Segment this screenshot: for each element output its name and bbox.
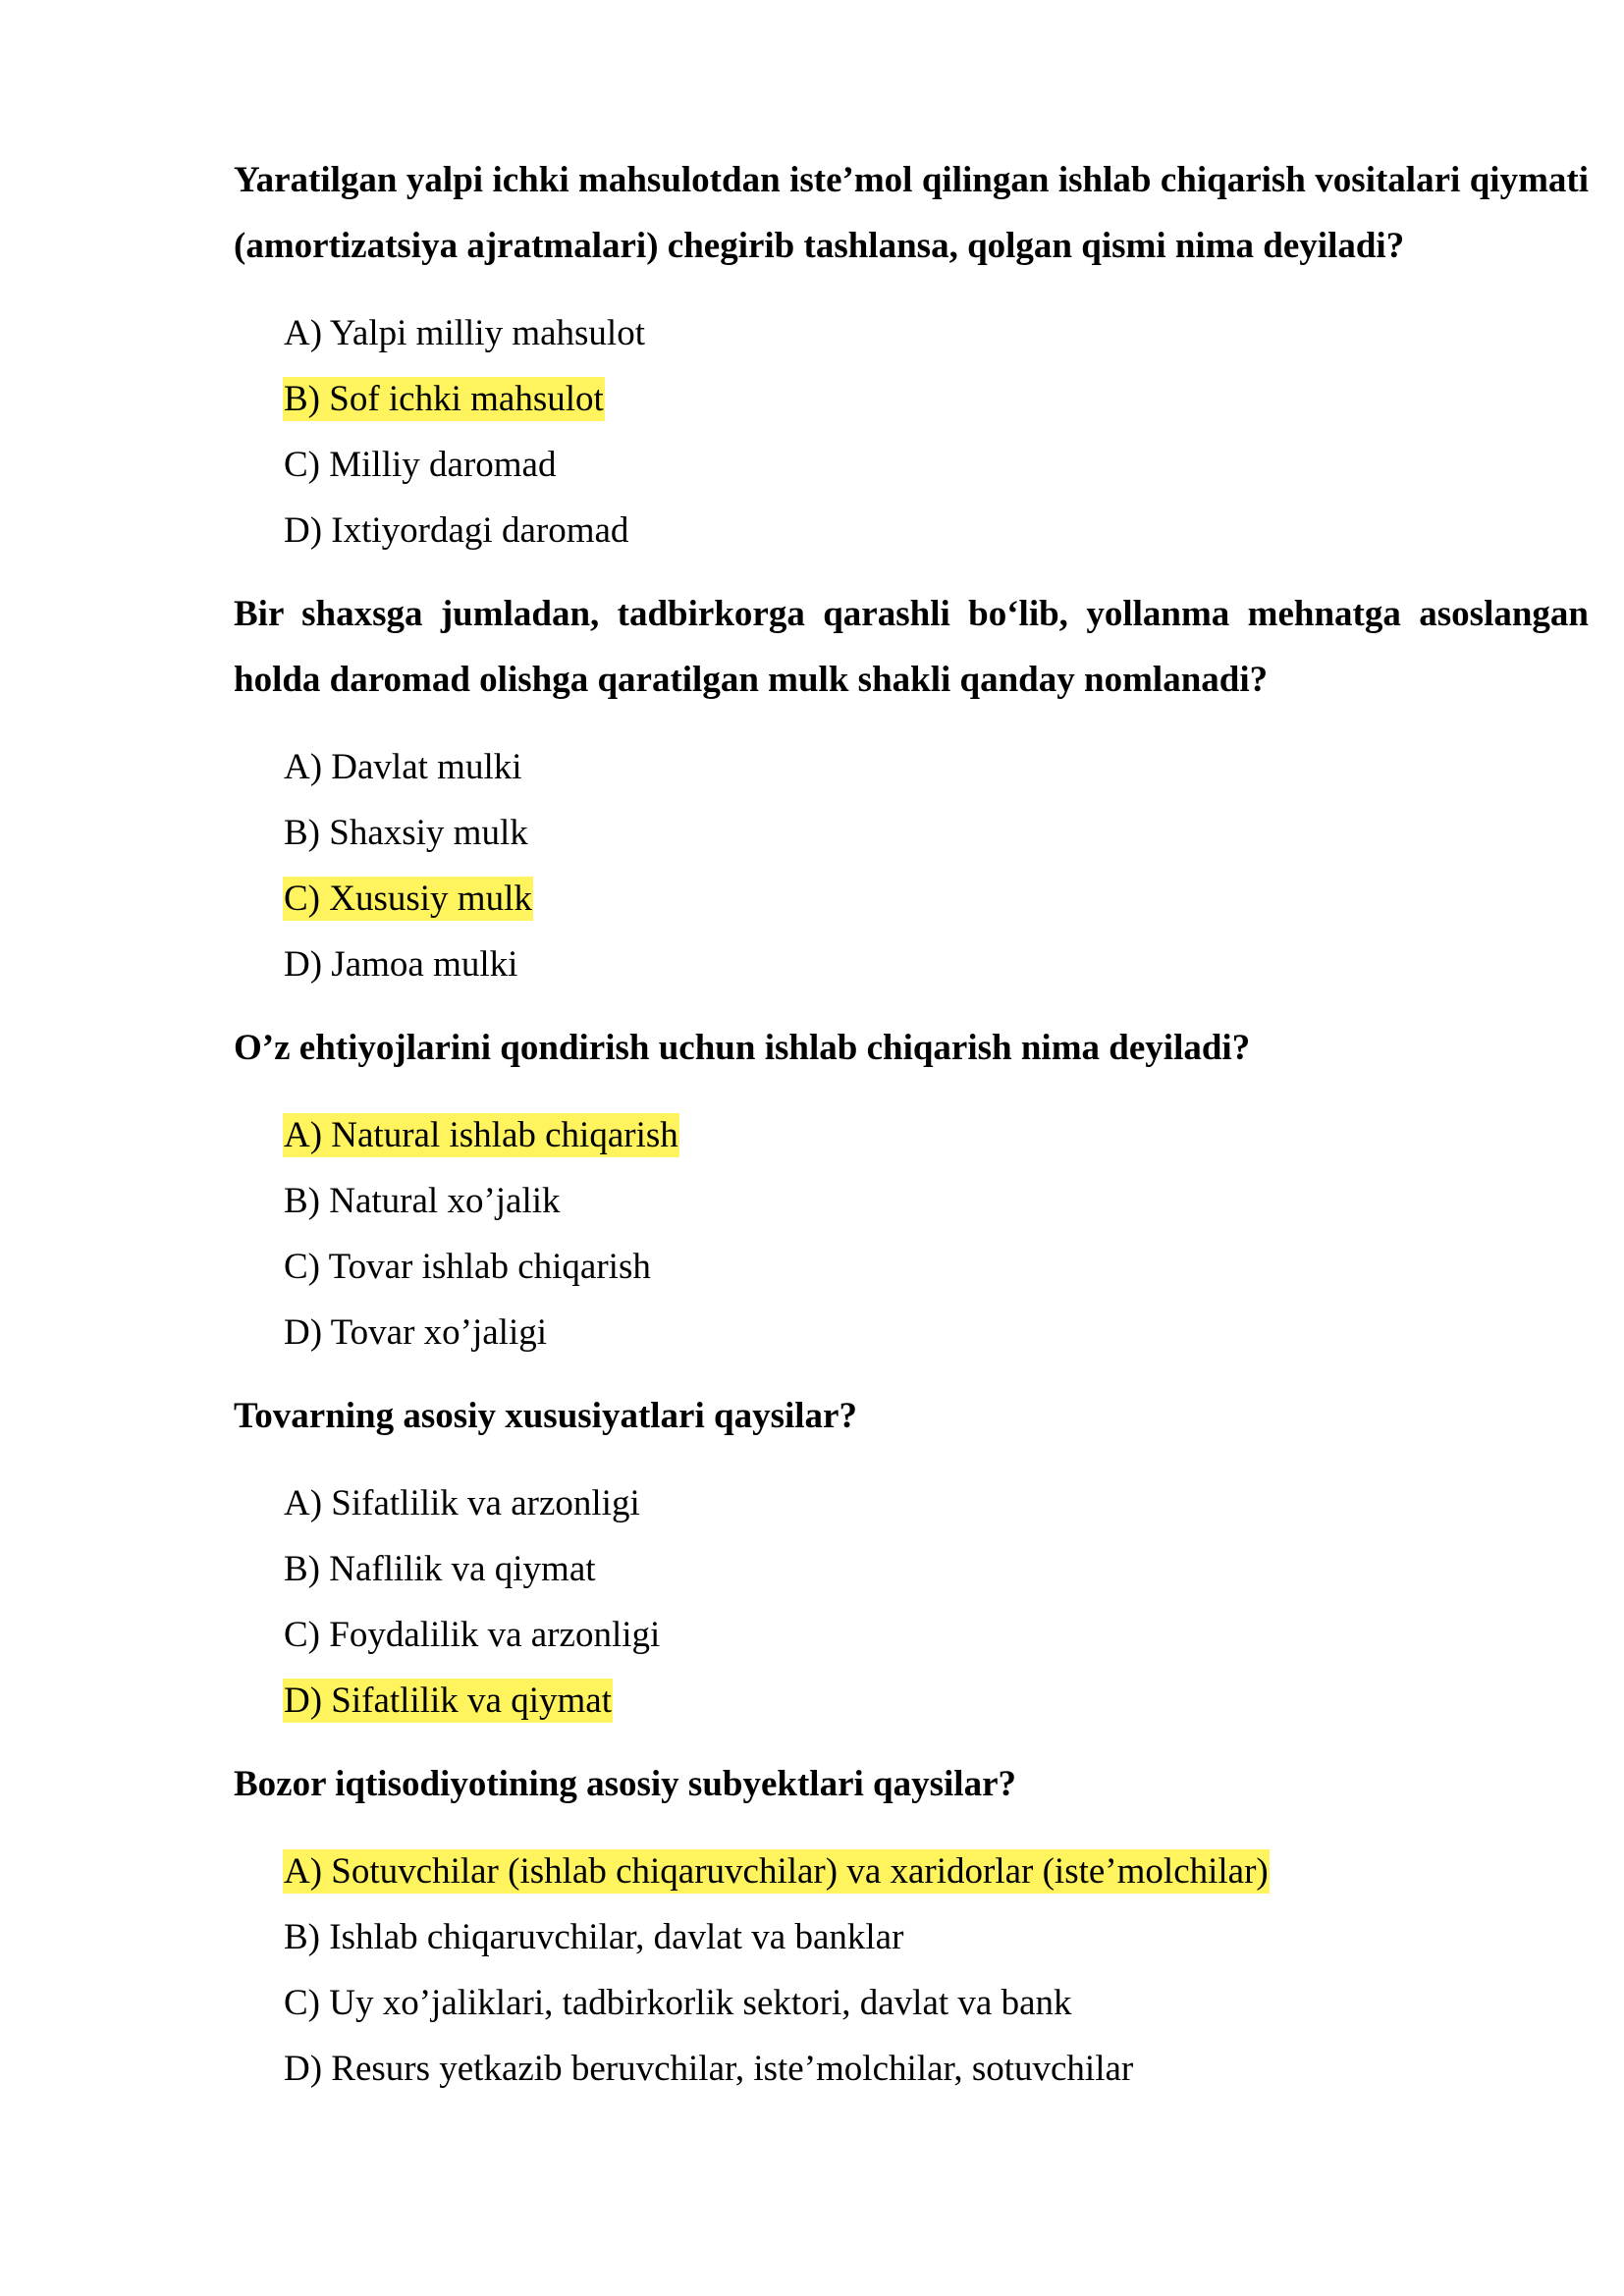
answer-option-b: B) Shaxsiy mulk <box>284 813 528 853</box>
answer-option-b: B) Naflilik va qiymat <box>284 1549 596 1589</box>
question-block-2 <box>234 581 1589 997</box>
answer-option-d: D) Ixtiyordagi daromad <box>284 510 629 551</box>
answer-option-d-correct: D) Sifatlilik va qiymat <box>284 1681 612 1721</box>
answer-option-c: C) Uy xo’jaliklari, tadbirkorlik sektori, davlat va bank <box>284 1983 1072 2023</box>
question-text: O’z ehtiyojlarini qondirish uchun ishlab chiqarish nima deyiladi? <box>234 1028 1251 1068</box>
question-block-4 <box>234 1383 1589 1734</box>
answer-options <box>283 734 1589 997</box>
question-block-1 <box>234 147 1589 563</box>
answer-option-c: C) Foydalilik va arzonligi <box>284 1615 661 1655</box>
answer-option-b: B) Ishlab chiqaruvchilar, davlat va banklar <box>284 1917 904 1957</box>
document-page <box>234 147 1589 2119</box>
answer-option-b: B) Natural xo’jalik <box>284 1181 561 1221</box>
question-text: Bir shaxsga jumladan, tadbirkorga qarashli bo‘lib, yollanma mehnatga asoslangan holda daromad olishga qaratilgan mulk shakli qanday nomlanadi? <box>234 594 1589 700</box>
answer-option-d: D) Jamoa mulki <box>284 944 518 985</box>
question-text: Bozor iqtisodiyotining asosiy subyektlari qaysilar? <box>234 1764 1016 1804</box>
answer-option-c: C) Tovar ishlab chiqarish <box>284 1247 651 1287</box>
answer-option-b-correct: B) Sof ichki mahsulot <box>284 379 604 419</box>
answer-option-c-correct: C) Xususiy mulk <box>284 879 532 919</box>
answer-option-a-correct: A) Natural ishlab chiqarish <box>284 1115 678 1155</box>
answer-option-d: D) Resurs yetkazib beruvchilar, iste’molchilar, sotuvchilar <box>284 2049 1134 2089</box>
answer-option-a: A) Sifatlilik va arzonligi <box>284 1483 640 1523</box>
answer-option-a: A) Davlat mulki <box>284 747 522 787</box>
answer-options <box>283 1839 1589 2102</box>
question-block-3 <box>234 1015 1589 1365</box>
answer-options <box>283 1470 1589 1734</box>
answer-option-a-correct: A) Sotuvchilar (ishlab chiqaruvchilar) va xaridorlar (iste’molchilar) <box>284 1851 1269 1892</box>
question-text: Yaratilgan yalpi ichki mahsulotdan iste’mol qilingan ishlab chiqarish vositalari qiymati (amortizatsiya ajratmalari) chegirib tashlansa, qolgan qismi nima deyiladi? <box>234 160 1589 266</box>
answer-options <box>283 300 1589 563</box>
answer-option-a: A) Yalpi milliy mahsulot <box>284 313 645 353</box>
answer-option-d: D) Tovar xo’jaligi <box>284 1312 547 1353</box>
question-block-5 <box>234 1751 1589 2102</box>
answer-option-c: C) Milliy daromad <box>284 445 557 485</box>
answer-options <box>283 1102 1589 1365</box>
question-text: Tovarning asosiy xususiyatlari qaysilar? <box>234 1396 857 1436</box>
